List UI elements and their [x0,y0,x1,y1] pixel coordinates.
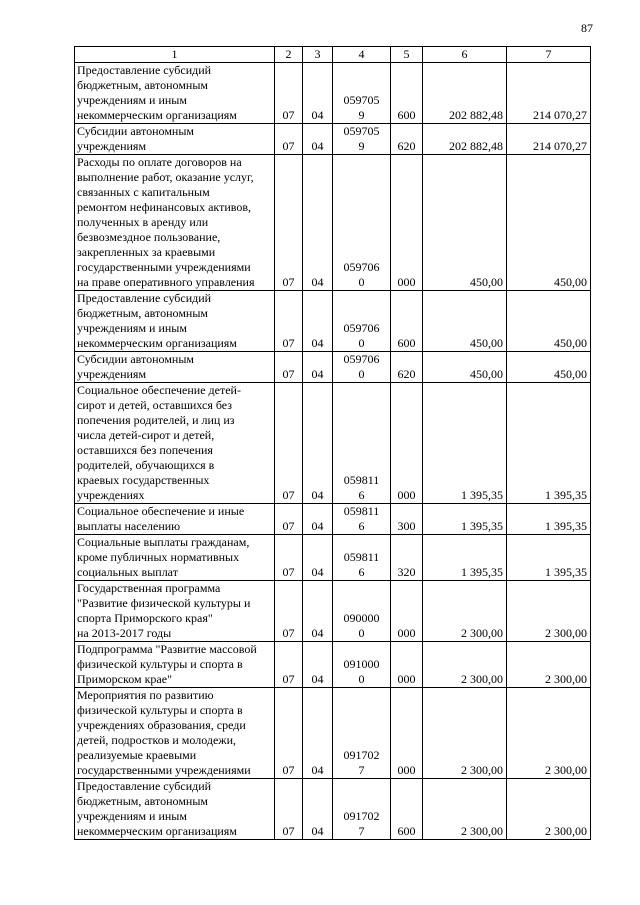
table-row [75,688,591,779]
item-name-cell: Государственная программа "Развитие физической культуры и спорта Приморского края" на 2013-2017 годы [75,581,275,642]
subsection-code-cell: 04 [303,383,333,504]
expense-type-cell: 600 [391,291,423,352]
amount-2016-cell: 450,00 [507,291,591,352]
section-code-cell: 07 [275,352,303,383]
table-row [75,581,591,642]
subsection-code-cell: 04 [303,155,333,291]
item-name-cell: Социальное обеспечение детей- сирот и детей, оставшихся без попечения родителей, и лиц из числа детей-сирот и детей, оставшихся без попечения родителей, обучающихся в краевых государственных учреждениях [75,383,275,504]
amount-2015-cell: 1 395,35 [423,535,507,581]
expense-type-cell: 300 [391,504,423,535]
expense-type-cell: 320 [391,535,423,581]
section-code-cell: 07 [275,504,303,535]
item-name-cell: Предоставление субсидий бюджетным, автономным учреждениям и иным некоммерческим организациям [75,291,275,352]
target-article-cell: 059705 9 [333,124,391,155]
amount-2016-cell: 2 300,00 [507,581,591,642]
target-article-cell: 091702 7 [333,779,391,840]
amount-2016-cell: 450,00 [507,155,591,291]
header-cell: 2 [275,47,303,63]
expense-type-cell: 600 [391,779,423,840]
table-row [75,779,591,840]
amount-2015-cell: 2 300,00 [423,779,507,840]
amount-2016-cell: 2 300,00 [507,779,591,840]
table-row [75,124,591,155]
table-row [75,291,591,352]
section-code-cell: 07 [275,124,303,155]
subsection-code-cell: 04 [303,779,333,840]
subsection-code-cell: 04 [303,688,333,779]
target-article-cell: 090000 0 [333,581,391,642]
item-name-cell: Предоставление субсидий бюджетным, автономным учреждениям и иным некоммерческим организациям [75,63,275,124]
section-code-cell: 07 [275,535,303,581]
amount-2016-cell: 450,00 [507,352,591,383]
subsection-code-cell: 04 [303,352,333,383]
expense-type-cell: 000 [391,383,423,504]
header-cell: 3 [303,47,333,63]
amount-2015-cell: 1 395,35 [423,504,507,535]
header-cell: 1 [75,47,275,63]
section-code-cell: 07 [275,63,303,124]
item-name-cell: Подпрограмма "Развитие массовой физической культуры и спорта в Приморском крае" [75,642,275,688]
amount-2016-cell: 214 070,27 [507,63,591,124]
target-article-cell: 059811 6 [333,504,391,535]
subsection-code-cell: 04 [303,291,333,352]
amount-2015-cell: 450,00 [423,155,507,291]
amount-2016-cell: 2 300,00 [507,688,591,779]
amount-2015-cell: 2 300,00 [423,642,507,688]
expense-type-cell: 000 [391,155,423,291]
amount-2016-cell: 214 070,27 [507,124,591,155]
table-row [75,383,591,504]
subsection-code-cell: 04 [303,642,333,688]
expense-type-cell: 000 [391,642,423,688]
item-name-cell: Субсидии автономным учреждениям [75,352,275,383]
amount-2015-cell: 450,00 [423,352,507,383]
header-cell: 6 [423,47,507,63]
expense-type-cell: 000 [391,581,423,642]
expense-type-cell: 600 [391,63,423,124]
item-name-cell: Предоставление субсидий бюджетным, автономным учреждениям и иным некоммерческим организациям [75,779,275,840]
amount-2015-cell: 202 882,48 [423,63,507,124]
item-name-cell: Расходы по оплате договоров на выполнение работ, оказание услуг, связанных с капитальным ремонтом нефинансовых активов, полученных в аренду или безвозмездное пользование, закрепленных за краевыми государственными учреждениями на праве оперативного управления [75,155,275,291]
target-article-cell: 091000 0 [333,642,391,688]
item-name-cell: Мероприятия по развитию физической культуры и спорта в учреждениях образования, среди детей, подростков и молодежи, реализуемые краевыми государственными учреждениями [75,688,275,779]
item-name-cell: Социальные выплаты гражданам, кроме публичных нормативных социальных выплат [75,535,275,581]
target-article-cell: 059706 0 [333,155,391,291]
amount-2015-cell: 2 300,00 [423,688,507,779]
expense-type-cell: 620 [391,352,423,383]
target-article-cell: 059811 6 [333,383,391,504]
section-code-cell: 07 [275,155,303,291]
header-cell: 5 [391,47,423,63]
expense-type-cell: 620 [391,124,423,155]
table-row [75,504,591,535]
section-code-cell: 07 [275,581,303,642]
section-code-cell: 07 [275,383,303,504]
target-article-cell: 091702 7 [333,688,391,779]
header-cell: 7 [507,47,591,63]
amount-2016-cell: 1 395,35 [507,535,591,581]
target-article-cell: 059811 6 [333,535,391,581]
subsection-code-cell: 04 [303,581,333,642]
target-article-cell: 059705 9 [333,63,391,124]
budget-table [74,46,591,840]
amount-2015-cell: 450,00 [423,291,507,352]
table-row [75,642,591,688]
amount-2016-cell: 1 395,35 [507,383,591,504]
amount-2015-cell: 2 300,00 [423,581,507,642]
subsection-code-cell: 04 [303,63,333,124]
section-code-cell: 07 [275,779,303,840]
table-row [75,535,591,581]
table-row [75,155,591,291]
subsection-code-cell: 04 [303,504,333,535]
item-name-cell: Субсидии автономным учреждениям [75,124,275,155]
amount-2016-cell: 2 300,00 [507,642,591,688]
item-name-cell: Социальное обеспечение и иные выплаты населению [75,504,275,535]
amount-2015-cell: 202 882,48 [423,124,507,155]
section-code-cell: 07 [275,688,303,779]
table-row [75,63,591,124]
amount-2015-cell: 1 395,35 [423,383,507,504]
target-article-cell: 059706 0 [333,352,391,383]
section-code-cell: 07 [275,291,303,352]
table-header-row [75,47,591,63]
target-article-cell: 059706 0 [333,291,391,352]
subsection-code-cell: 04 [303,535,333,581]
expense-type-cell: 000 [391,688,423,779]
table-row [75,352,591,383]
amount-2016-cell: 1 395,35 [507,504,591,535]
subsection-code-cell: 04 [303,124,333,155]
page-number: 87 [581,21,593,35]
header-cell: 4 [333,47,391,63]
section-code-cell: 07 [275,642,303,688]
